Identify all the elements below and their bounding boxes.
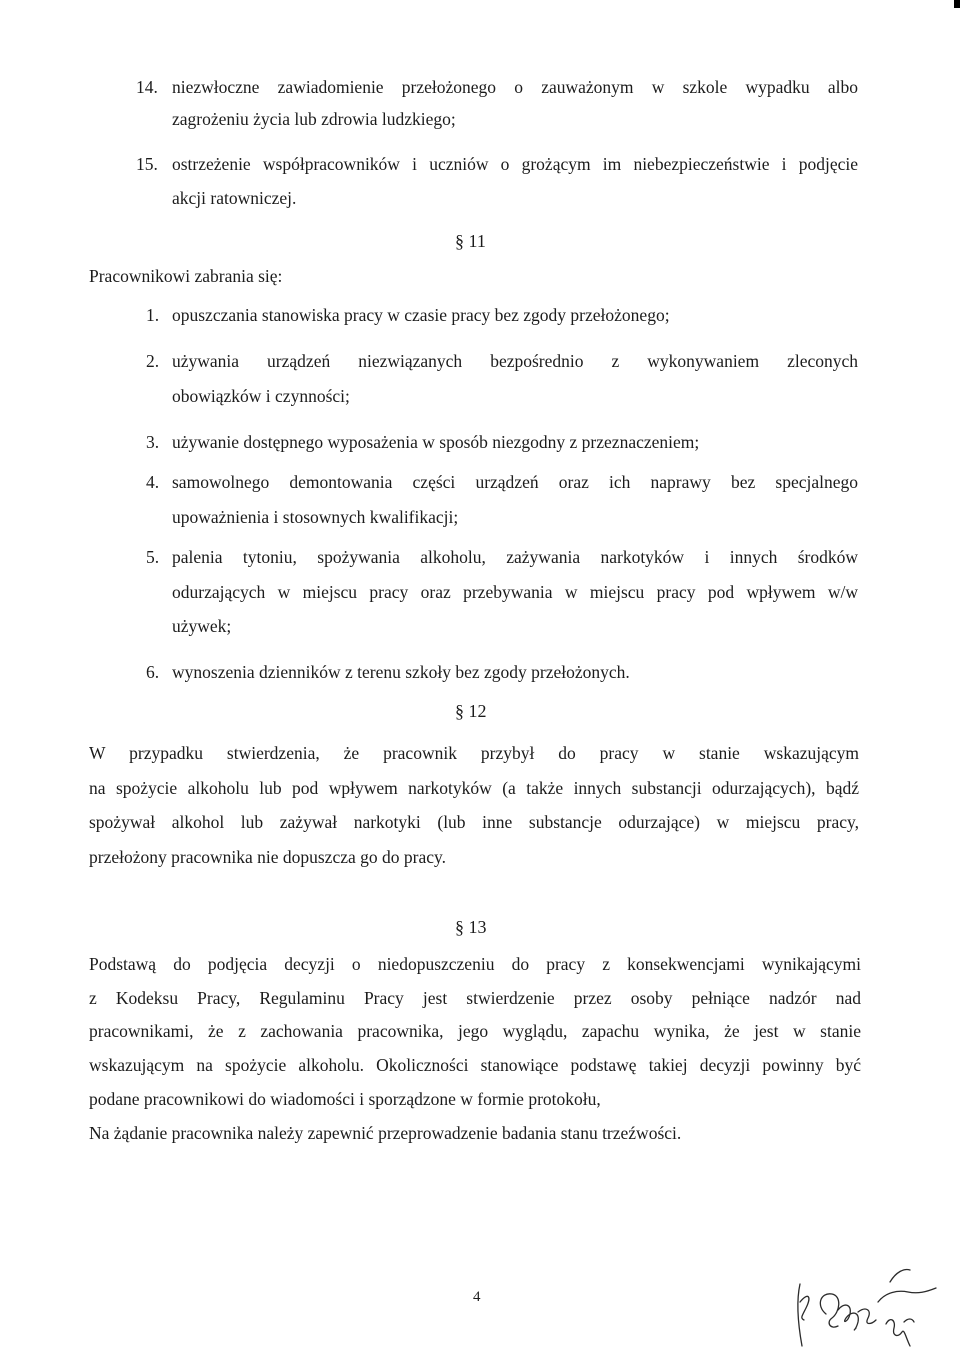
section-title: § 11 [455, 231, 486, 251]
list-item-number: 15. [136, 154, 158, 174]
list-item-text: palenia tytoniu, spożywania alkoholu, zażywania narkotyków i innych środków [172, 547, 858, 567]
list-item-text: używek; [172, 616, 232, 636]
list-item-number: 4. [146, 472, 160, 492]
list-item-number: 14. [136, 77, 158, 97]
list-item-number: 1. [146, 305, 160, 325]
paragraph-line: pracownikami, że z zachowania pracownika, jego wyglądu, zapachu wynika, że jest w stanie [89, 1021, 861, 1041]
list-item-text: obowiązków i czynności; [172, 386, 350, 406]
scan-corner-mark [954, 0, 960, 8]
list-item-text: odurzających w miejscu pracy oraz przebywania w miejscu pracy pod wpływem w/w [172, 582, 858, 602]
list-item-text: ostrzeżenie współpracowników i uczniów o grożącym im niebezpieczeństwie i podjęcie [172, 154, 858, 174]
section-intro: Pracownikowi zabrania się: [89, 266, 283, 286]
paragraph-line: Na żądanie pracownika należy zapewnić przeprowadzenie badania stanu trzeźwości. [89, 1123, 682, 1143]
paragraph-line: spożywał alkohol lub zażywał narkotyki (lub inne substancje odurzające) w miejscu pracy, [89, 812, 859, 832]
page-number: 4 [473, 1289, 481, 1305]
paragraph-line: na spożycie alkoholu lub pod wpływem narkotyków (a także innych substancji odurzających), bądź [89, 778, 859, 798]
section-title: § 12 [455, 701, 487, 721]
list-item-text: zagrożeniu życia lub zdrowia ludzkiego; [172, 109, 456, 129]
list-item-text: upoważnienia i stosownych kwalifikacji; [172, 507, 459, 527]
section-title: § 13 [455, 917, 487, 937]
list-item-text: używania urządzeń niezwiązanych bezpośrednio z wykonywaniem zleconych [172, 351, 858, 371]
list-item-number: 3. [146, 432, 160, 452]
list-item-number: 6. [146, 662, 160, 682]
list-item-number: 5. [146, 547, 160, 567]
paragraph-line: z Kodeksu Pracy, Regulaminu Pracy jest stwierdzenie przez osoby pełniące nadzór nad [89, 988, 861, 1008]
list-item-text: niezwłoczne zawiadomienie przełożonego o zauważonym w szkole wypadku albo [172, 77, 858, 97]
list-item-text: wynoszenia dzienników z terenu szkoły bez zgody przełożonych. [172, 662, 630, 682]
list-item-text: używanie dostępnego wyposażenia w sposób niezgodny z przeznaczeniem; [172, 432, 700, 452]
list-item-text: akcji ratowniczej. [172, 188, 297, 208]
paragraph-line: przełożony pracownika nie dopuszcza go do pracy. [89, 847, 446, 867]
handwritten-signature [786, 1262, 946, 1352]
paragraph-line: wskazującym na spożycie alkoholu. Okoliczności stanowiące podstawę takiej decyzji powinny być [89, 1055, 861, 1075]
list-item-text: opuszczania stanowiska pracy w czasie pracy bez zgody przełożonego; [172, 305, 670, 325]
paragraph-line: podane pracownikowi do wiadomości i sporządzone w formie protokołu, [89, 1089, 601, 1109]
list-item-number: 2. [146, 351, 160, 371]
paragraph-line: Podstawą do podjęcia decyzji o niedopuszczeniu do pracy z konsekwencjami wynikającymi [89, 954, 861, 974]
list-item-text: samowolnego demontowania części urządzeń oraz ich naprawy bez specjalnego [172, 472, 858, 492]
paragraph-line: W przypadku stwierdzenia, że pracownik przybył do pracy w stanie wskazującym [89, 743, 859, 763]
